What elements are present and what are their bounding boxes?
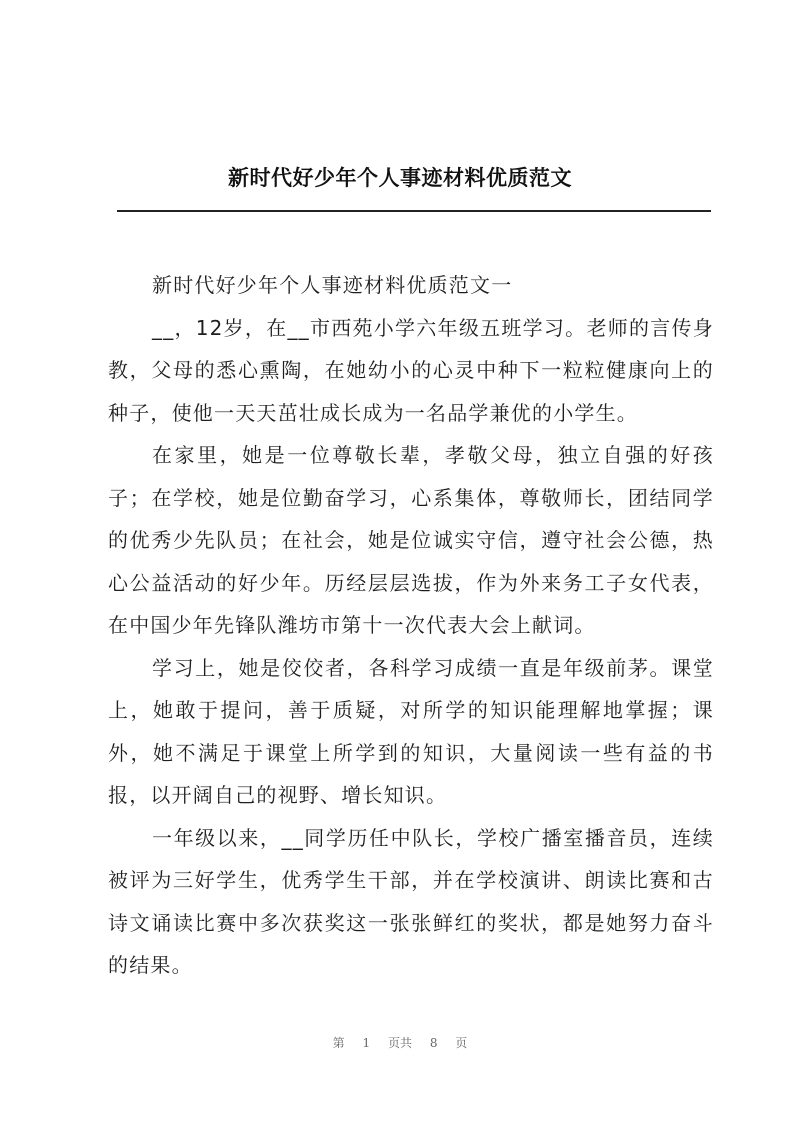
page-suffix: 页 <box>455 1036 468 1050</box>
paragraph: 学习上，她是佼佼者，各科学习成绩一直是年级前茅。课堂上，她敢于提问，善于质疑，对所学的知识能理解地掌握；课外，她不满足于课堂上所学到的知识，大量阅读一些有益的书报，以开阔自己的视野、增长知识。 <box>108 655 714 807</box>
title-divider <box>117 210 711 212</box>
paragraph: __，12岁，在__市西苑小学六年级五班学习。老师的言传身教，父母的悉心熏陶，在她幼小的心灵中种下一粒粒健康向上的种子，使他一天天茁壮成长成为一名品学兼优的小学生。 <box>108 315 714 425</box>
paragraph: 一年级以来，__同学历任中队长，学校广播室播音员，连续被评为三好学生，优秀学生干部，并在学校演讲、朗读比赛和古诗文诵读比赛中多次获奖这一张张鲜红的奖状，都是她努力奋斗的结果。 <box>108 825 714 977</box>
page-title: 新时代好少年个人事迹材料优质范文 <box>228 165 572 190</box>
page-prefix: 第 <box>332 1036 345 1050</box>
paragraph: 在家里，她是一位尊敬长辈，孝敬父母，独立自强的好孩子；在学校，她是位勤奋学习，心系集体，尊敬师长，团结同学的优秀少先队员；在社会，她是位诚实守信，遵守社会公德，热心公益活动的好少年。历经层层选拔，作为外来务工子女代表，在中国少年先锋队潍坊市第十一次代表大会上献词。 <box>108 443 714 637</box>
page-mid: 页共 <box>387 1036 412 1050</box>
total-pages: 8 <box>429 1036 438 1050</box>
current-page-number: 1 <box>362 1036 371 1050</box>
page-footer <box>0 1034 800 1051</box>
paragraph-heading: 新时代好少年个人事迹材料优质范文一 <box>152 273 513 297</box>
document-body <box>108 264 714 987</box>
